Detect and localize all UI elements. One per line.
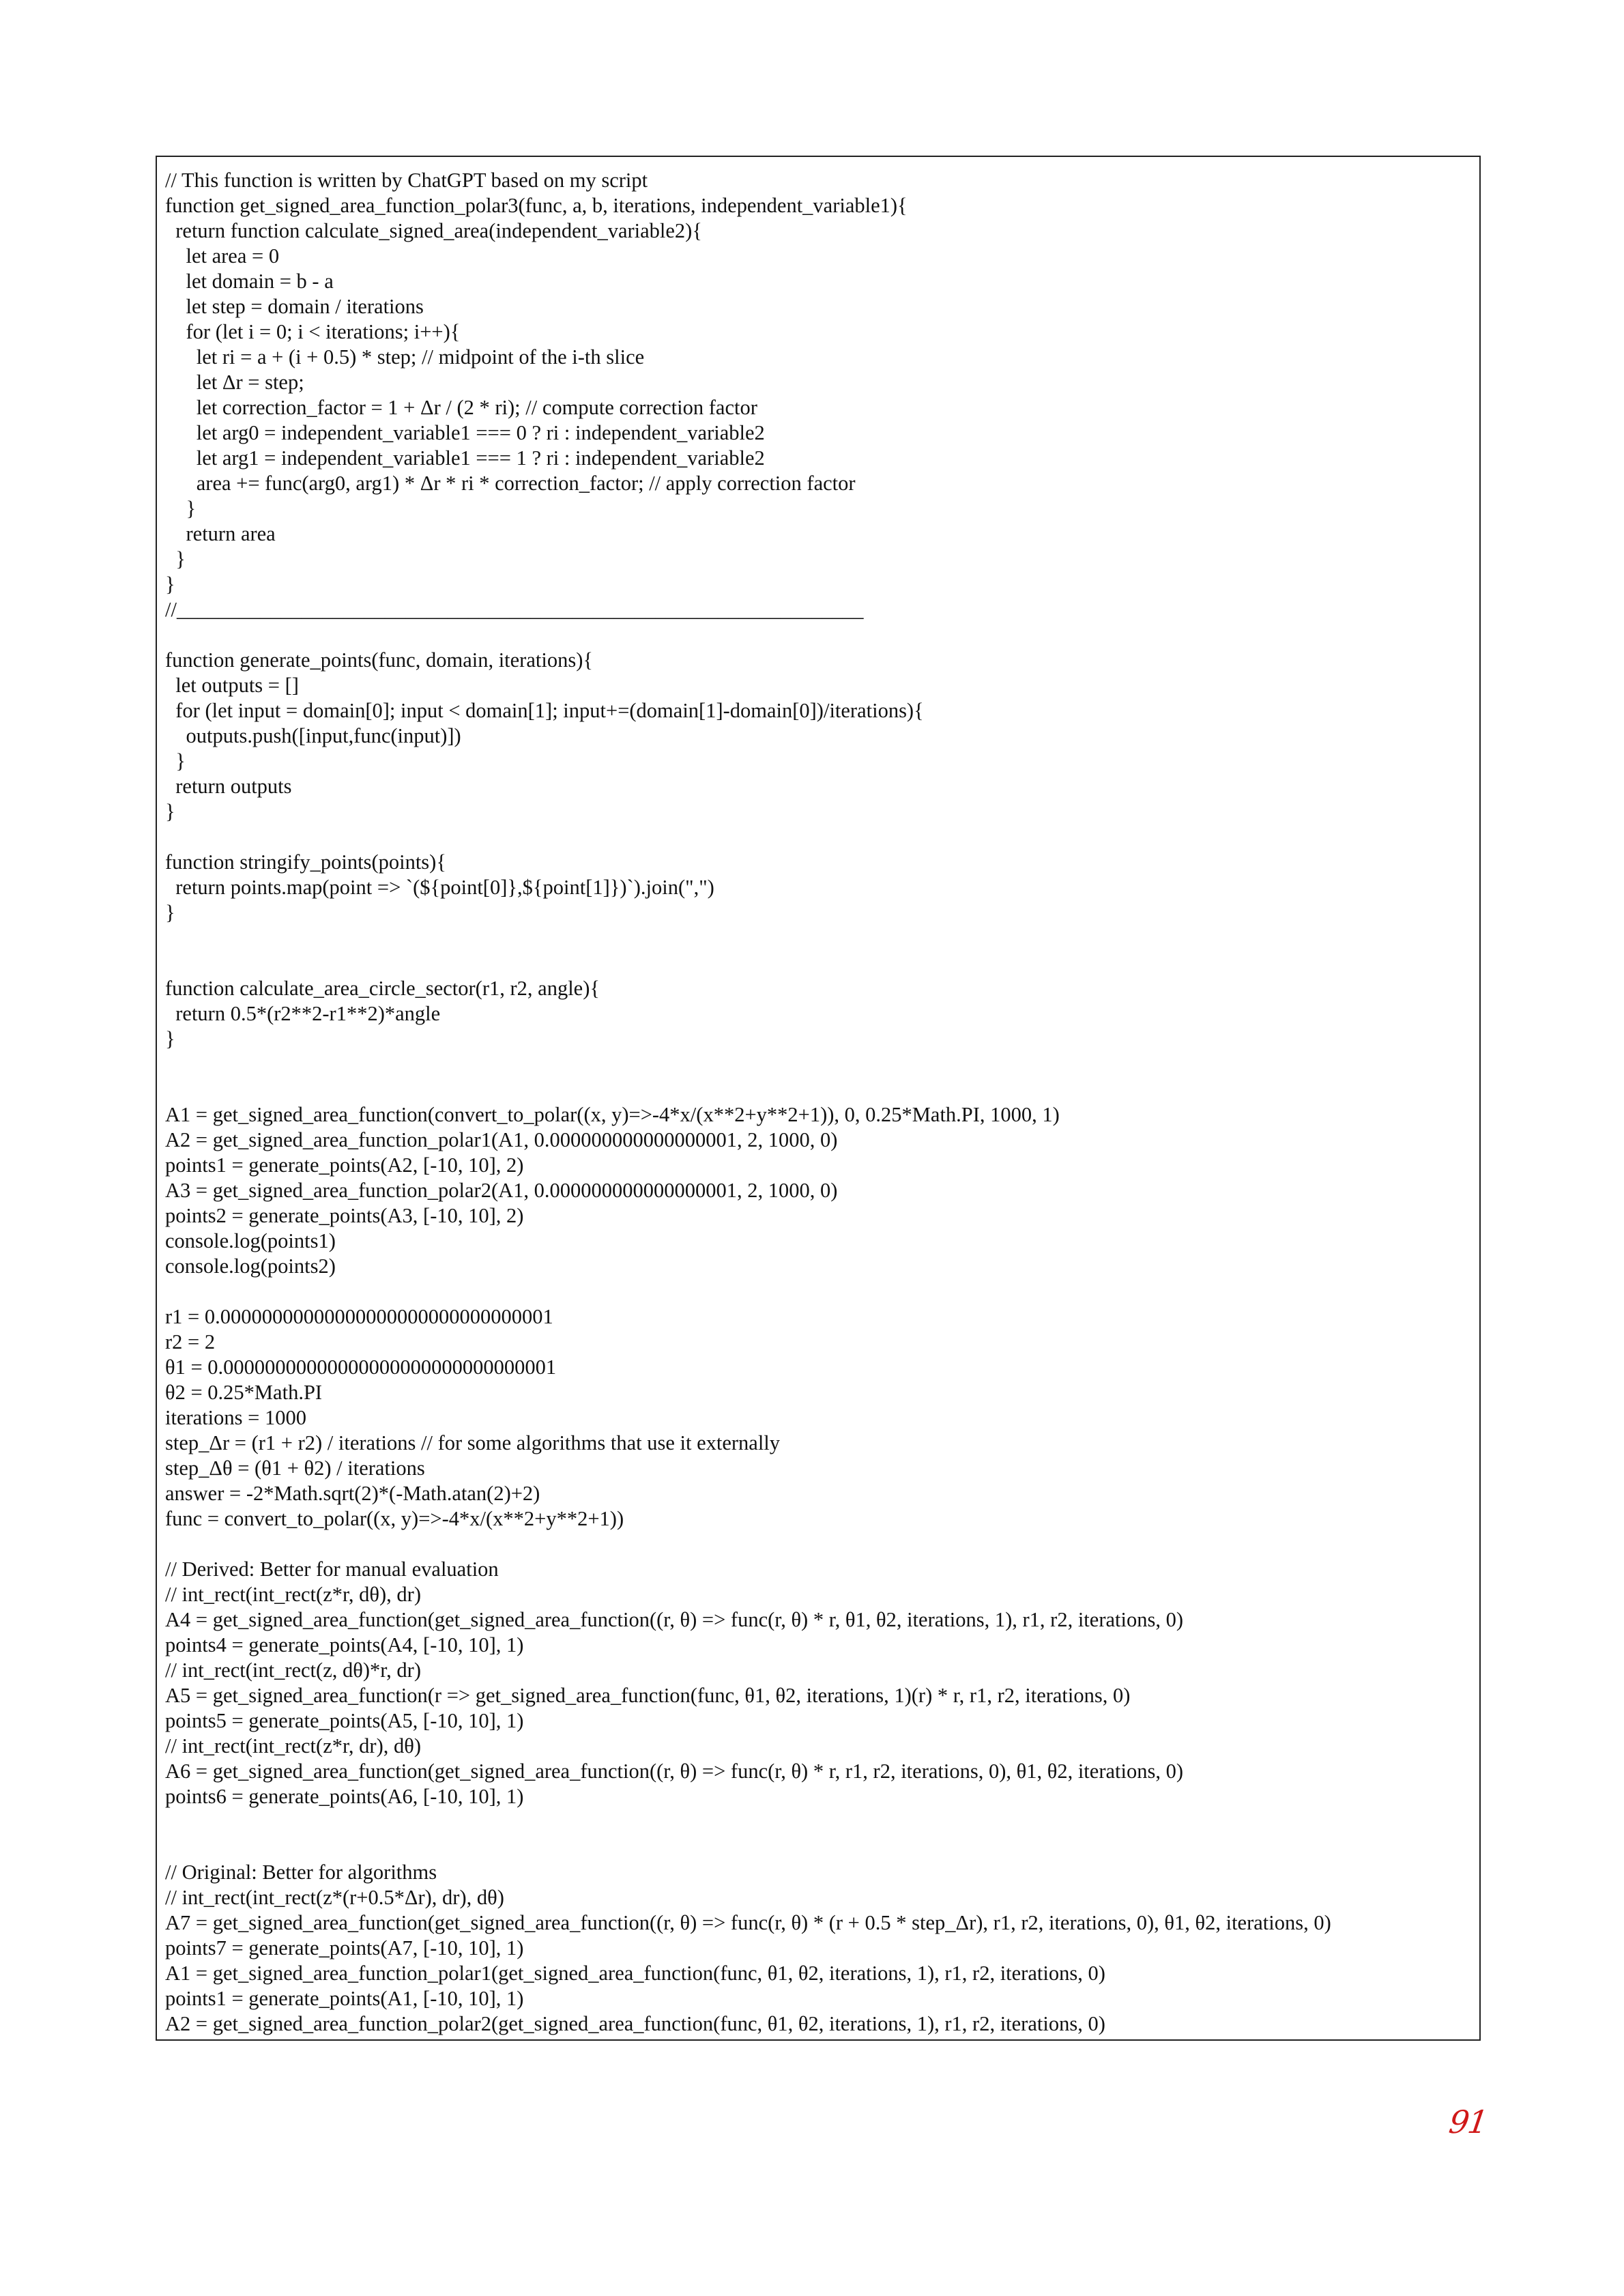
code-line: console.log(points1) — [165, 1229, 336, 1252]
code-line: } — [165, 573, 175, 596]
page-number: 91 — [1447, 2104, 1490, 2140]
code-line: function calculate_area_circle_sector(r1, r2, angle){ — [165, 977, 600, 1000]
code-line: function get_signed_area_function_polar3(func, a, b, iterations, independent_variable1){ — [165, 194, 908, 217]
code-line: function stringify_points(points){ — [165, 850, 446, 874]
code-line: let ri = a + (i + 0.5) * step; // midpoint of the i-th slice — [165, 345, 645, 369]
code-line: } — [165, 800, 175, 823]
code-line: let step = domain / iterations — [165, 295, 424, 318]
code-line: // Original: Better for algorithms — [165, 1861, 437, 1884]
code-line — [165, 1532, 1471, 1557]
code-line: func = convert_to_polar((x, y)=>-4*x/(x**2+y**2+1)) — [165, 1507, 624, 1530]
code-line: points7 = generate_points(A7, [-10, 10], 1) — [165, 1936, 524, 1960]
code-line — [165, 951, 1471, 976]
code-line: let area = 0 — [165, 244, 280, 268]
code-line: return 0.5*(r2**2-r1**2)*angle — [165, 1002, 441, 1025]
code-line: let outputs = [] — [165, 674, 299, 697]
code-line: // int_rect(int_rect(z*r, dr), dθ) — [165, 1734, 421, 1757]
code-line: iterations = 1000 — [165, 1406, 306, 1429]
code-line: let arg0 = independent_variable1 === 0 ? ri : independent_variable2 — [165, 421, 765, 444]
code-line: let arg1 = independent_variable1 === 1 ? ri : independent_variable2 — [165, 446, 765, 470]
code-line: A5 = get_signed_area_function(r => get_signed_area_function(func, θ1, θ2, iterations, 1)(r) * r, r1, r2, iterations, 0) — [165, 1684, 1131, 1707]
code-line: r1 = 0.00000000000000000000000000000001 — [165, 1305, 553, 1328]
code-line: points2 = generate_points(A3, [-10, 10], 2) — [165, 1204, 524, 1227]
code-line: θ1 = 0.00000000000000000000000000000001 — [165, 1355, 557, 1379]
code-line: points1 = generate_points(A2, [-10, 10], 2) — [165, 1153, 524, 1177]
code-line: return function calculate_signed_area(independent_variable2){ — [165, 219, 702, 242]
code-line: } — [165, 547, 186, 571]
code-line — [165, 1809, 1471, 1835]
code-line: A3 = get_signed_area_function_polar2(A1, 0.000000000000000001, 2, 1000, 0) — [165, 1179, 838, 1202]
code-line: points6 = generate_points(A6, [-10, 10], 1) — [165, 1785, 524, 1808]
code-line: console.log(points2) — [165, 1254, 336, 1278]
code-line — [165, 1835, 1471, 1860]
code-line — [165, 1052, 1471, 1077]
code-line: A6 = get_signed_area_function(get_signed_area_function((r, θ) => func(r, θ) * r, r1, r2, iterations, 0), θ1, θ2, iterations, 0) — [165, 1760, 1183, 1783]
code-line — [165, 824, 1471, 850]
code-line: A1 = get_signed_area_function(convert_to_polar((x, y)=>-4*x/(x**2+y**2+1)), 0, 0.25*Math.PI, 1000, 1) — [165, 1103, 1060, 1126]
code-line: } — [165, 901, 175, 924]
code-line: A4 = get_signed_area_function(get_signed_area_function((r, θ) => func(r, θ) * r, θ1, θ2, iterations, 1), r1, r2, iterations, 0) — [165, 1608, 1183, 1631]
code-line: // int_rect(int_rect(z, dθ)*r, dr) — [165, 1659, 421, 1682]
code-line: } — [165, 749, 186, 773]
code-line: outputs.push([input,func(input)]) — [165, 724, 461, 747]
code-line: // int_rect(int_rect(z*(r+0.5*Δr), dr), dθ) — [165, 1886, 504, 1909]
code-listing-box — [156, 156, 1481, 2041]
code-line: A7 = get_signed_area_function(get_signed_area_function((r, θ) => func(r, θ) * (r + 0.5 * step_Δr), r1, r2, iterations, 0), θ1, θ2, iterations, 0) — [165, 1911, 1331, 1934]
code-line — [165, 925, 1471, 951]
code-line: answer = -2*Math.sqrt(2)*(-Math.atan(2)+2) — [165, 1482, 540, 1505]
code-line: A1 = get_signed_area_function_polar1(get_signed_area_function(func, θ1, θ2, iterations, 1), r1, r2, iterations, 0) — [165, 1962, 1105, 1985]
code-line: for (let input = domain[0]; input < domain[1]; input+=(domain[1]-domain[0])/iterations){ — [165, 699, 924, 722]
code-line — [165, 622, 1471, 648]
code-line: let domain = b - a — [165, 270, 334, 293]
code-line: } — [165, 497, 197, 520]
code-line: points1 = generate_points(A1, [-10, 10], 1) — [165, 1987, 524, 2010]
code-line: //__________________________________________________________________ — [165, 598, 864, 621]
code-line: points4 = generate_points(A4, [-10, 10], 1) — [165, 1633, 524, 1656]
code-line: // This function is written by ChatGPT based on my script — [165, 169, 648, 192]
code-line: A2 = get_signed_area_function_polar2(get_signed_area_function(func, θ1, θ2, iterations, 1), r1, r2, iterations, 0) — [165, 2012, 1105, 2035]
code-line — [165, 1077, 1471, 1102]
code-line: area += func(arg0, arg1) * Δr * ri * correction_factor; // apply correction factor — [165, 472, 856, 495]
code-line: // Derived: Better for manual evaluation — [165, 1558, 499, 1581]
code-line: return points.map(point => `(${point[0]},${point[1]})`).join(",") — [165, 876, 714, 899]
code-line: for (let i = 0; i < iterations; i++){ — [165, 320, 461, 343]
code-line: A2 = get_signed_area_function_polar1(A1, 0.000000000000000001, 2, 1000, 0) — [165, 1128, 838, 1151]
code-line: // int_rect(int_rect(z*r, dθ), dr) — [165, 1583, 421, 1606]
code-line: function generate_points(func, domain, iterations){ — [165, 648, 593, 672]
code-line: } — [165, 1027, 175, 1050]
code-line: return area — [165, 522, 276, 545]
code-line: points5 = generate_points(A5, [-10, 10], 1) — [165, 1709, 524, 1732]
code-line: let correction_factor = 1 + Δr / (2 * ri); // compute correction factor — [165, 396, 757, 419]
code-line: step_Δr = (r1 + r2) / iterations // for some algorithms that use it externally — [165, 1431, 781, 1454]
code-line: let Δr = step; — [165, 371, 304, 394]
code-line: step_Δθ = (θ1 + θ2) / iterations — [165, 1456, 425, 1480]
code-line — [165, 1279, 1471, 1304]
code-line: θ2 = 0.25*Math.PI — [165, 1381, 323, 1404]
code-line: r2 = 2 — [165, 1330, 216, 1353]
code-line: return outputs — [165, 775, 292, 798]
